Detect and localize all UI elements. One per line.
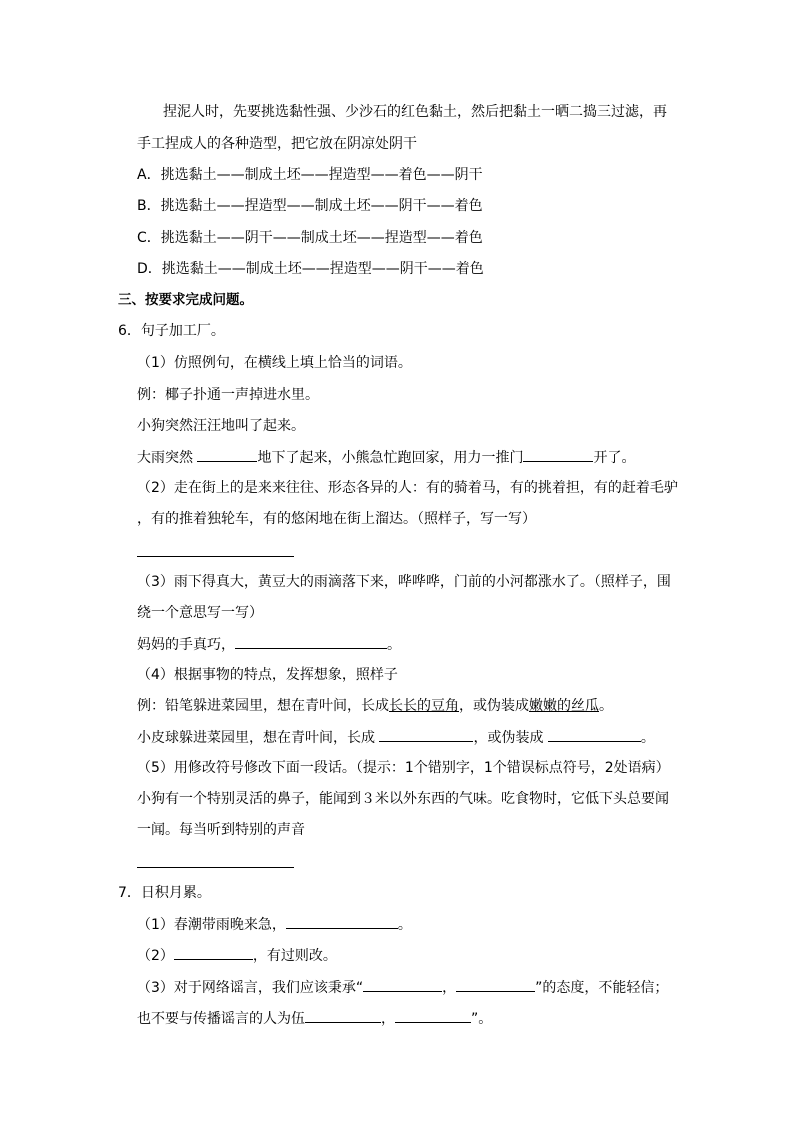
q6-p4-q-a: 小皮球躲进菜园里，想在青叶间，长成 [137, 730, 380, 746]
q6-p3-line2: 绕一个意思写一写） [137, 605, 263, 621]
q6-p5-answer-line[interactable] [137, 867, 294, 868]
q5-option-c: C．挑选黏土——阴干——制成土坯——捏造型——着色 [137, 230, 483, 246]
q5-passage-line2: 手工捏成人的各种造型，把它放在阴凉处阴干 [137, 136, 417, 152]
q6-p2-answer-line[interactable] [137, 556, 294, 557]
q7-p3-text-b: ， [442, 980, 457, 996]
q6-p4-q-b: ，或伪装成 [473, 730, 548, 746]
q6-title: 6．句子加工厂。 [118, 323, 225, 339]
q6-p4-ex-c: 。 [599, 698, 613, 714]
q7-p3-text-f: ”。 [471, 1011, 493, 1027]
answer-blank[interactable] [363, 977, 442, 992]
q6-p4-ex-a: 例：铅笔躲进菜园里，想在青叶间，长成 [137, 698, 389, 714]
answer-blank[interactable] [395, 1008, 471, 1023]
q7-p3-line1 [137, 977, 668, 998]
q6-p3-line3 [137, 634, 401, 655]
q6-p2-line2: ，有的推着独轮车，有的悠闲地在街上溜达。（照样子，写一写） [137, 511, 536, 527]
q6-p4-ex-b: ，或伪装成 [459, 698, 529, 714]
answer-blank[interactable] [197, 447, 257, 462]
q5-passage-line1: 捏泥人时，先要挑选黏性强、少沙石的红色黏土，然后把黏土一晒二捣三过滤，再 [163, 104, 667, 120]
q6-p4-instruction: （4）根据事物的特点，发挥想象，照样子 [137, 667, 398, 683]
answer-blank[interactable] [174, 945, 253, 960]
q7-p3-text-a: （3）对于网络谣言，我们应该秉承“ [137, 980, 364, 996]
q6-p5-instruction: （5）用修改符号修改下面一段话。（提示：1个错别字，1个错误标点符号，2处语病） [137, 760, 670, 776]
q6-p4-question [137, 727, 655, 748]
answer-blank[interactable] [379, 727, 473, 742]
q5-option-a: A．挑选黏土——制成土坯——捏造型——着色——阴干 [137, 167, 483, 183]
answer-blank[interactable] [286, 914, 398, 929]
q6-p4-q-c: 。 [640, 730, 655, 746]
q6-p2-line1: （2）走在街上的是来来往往、形态各异的人：有的骑着马，有的挑着担，有的赶着毛驴 [137, 480, 678, 496]
q7-p1-text-b: 。 [397, 917, 412, 933]
q6-p4-ex-underline1: 长长的豆角 [389, 698, 459, 714]
q6-p1-example2: 小狗突然汪汪地叫了起来。 [137, 418, 305, 434]
q6-p1-text-a: 大雨突然 [137, 450, 198, 466]
q6-p3-line1: （3）雨下得真大，黄豆大的雨滴落下来，哗哗哗，门前的小河都涨水了。（照样子，围 [137, 574, 671, 590]
q6-p1-example: 例：椰子扑通一声掉进水里。 [137, 387, 319, 403]
q6-p1-text-c: 开了。 [593, 450, 636, 466]
q7-p1-text-a: （1）春潮带雨晚来急， [137, 917, 286, 933]
q6-p1-text-b: 地下了起来，小熊急忙跑回家，用力一推门 [257, 450, 524, 466]
answer-blank[interactable] [305, 1008, 381, 1023]
q6-p5-line1: 小狗有一个特别灵活的鼻子，能闻到３米以外东西的气味。吃食物时，它低下头总要闻 [137, 791, 669, 807]
q7-p3-line2 [137, 1008, 492, 1029]
q7-p3-text-d: 也不要与传播谣言的人为伍 [137, 1011, 305, 1027]
answer-blank[interactable] [235, 634, 387, 649]
q7-p3-text-e: ， [381, 1011, 395, 1027]
q7-p2-text-b: ，有过则改。 [252, 948, 337, 964]
answer-blank[interactable] [523, 447, 593, 462]
q7-p2 [137, 945, 337, 966]
q7-p1 [137, 914, 412, 935]
q6-p3-text-a: 妈妈的手真巧， [137, 637, 235, 653]
q6-p4-example [137, 696, 613, 716]
q6-p3-text-b: 。 [387, 637, 401, 653]
answer-blank[interactable] [548, 727, 641, 742]
q6-p5-line2: 一闻。每当听到特别的声音 [137, 822, 305, 838]
q5-option-d: D．挑选黏土——制成土坯——捏造型——阴干——着色 [137, 261, 484, 277]
q5-option-b: B．挑选黏土——捏造型——制成土坯——阴干——着色 [137, 198, 483, 214]
q7-title: 7．日积月累。 [118, 885, 211, 901]
section-title: 三、按要求完成问题。 [118, 292, 253, 308]
q6-p1-instruction: （1）仿照例句，在横线上填上恰当的词语。 [137, 355, 412, 371]
q6-p1-question [137, 447, 635, 468]
answer-blank[interactable] [456, 977, 535, 992]
q7-p3-text-c: ”的态度，不能轻信； [535, 980, 669, 996]
q6-p4-ex-underline2: 嫩嫩的丝瓜 [529, 698, 599, 714]
q7-p2-text-a: （2） [137, 948, 174, 964]
